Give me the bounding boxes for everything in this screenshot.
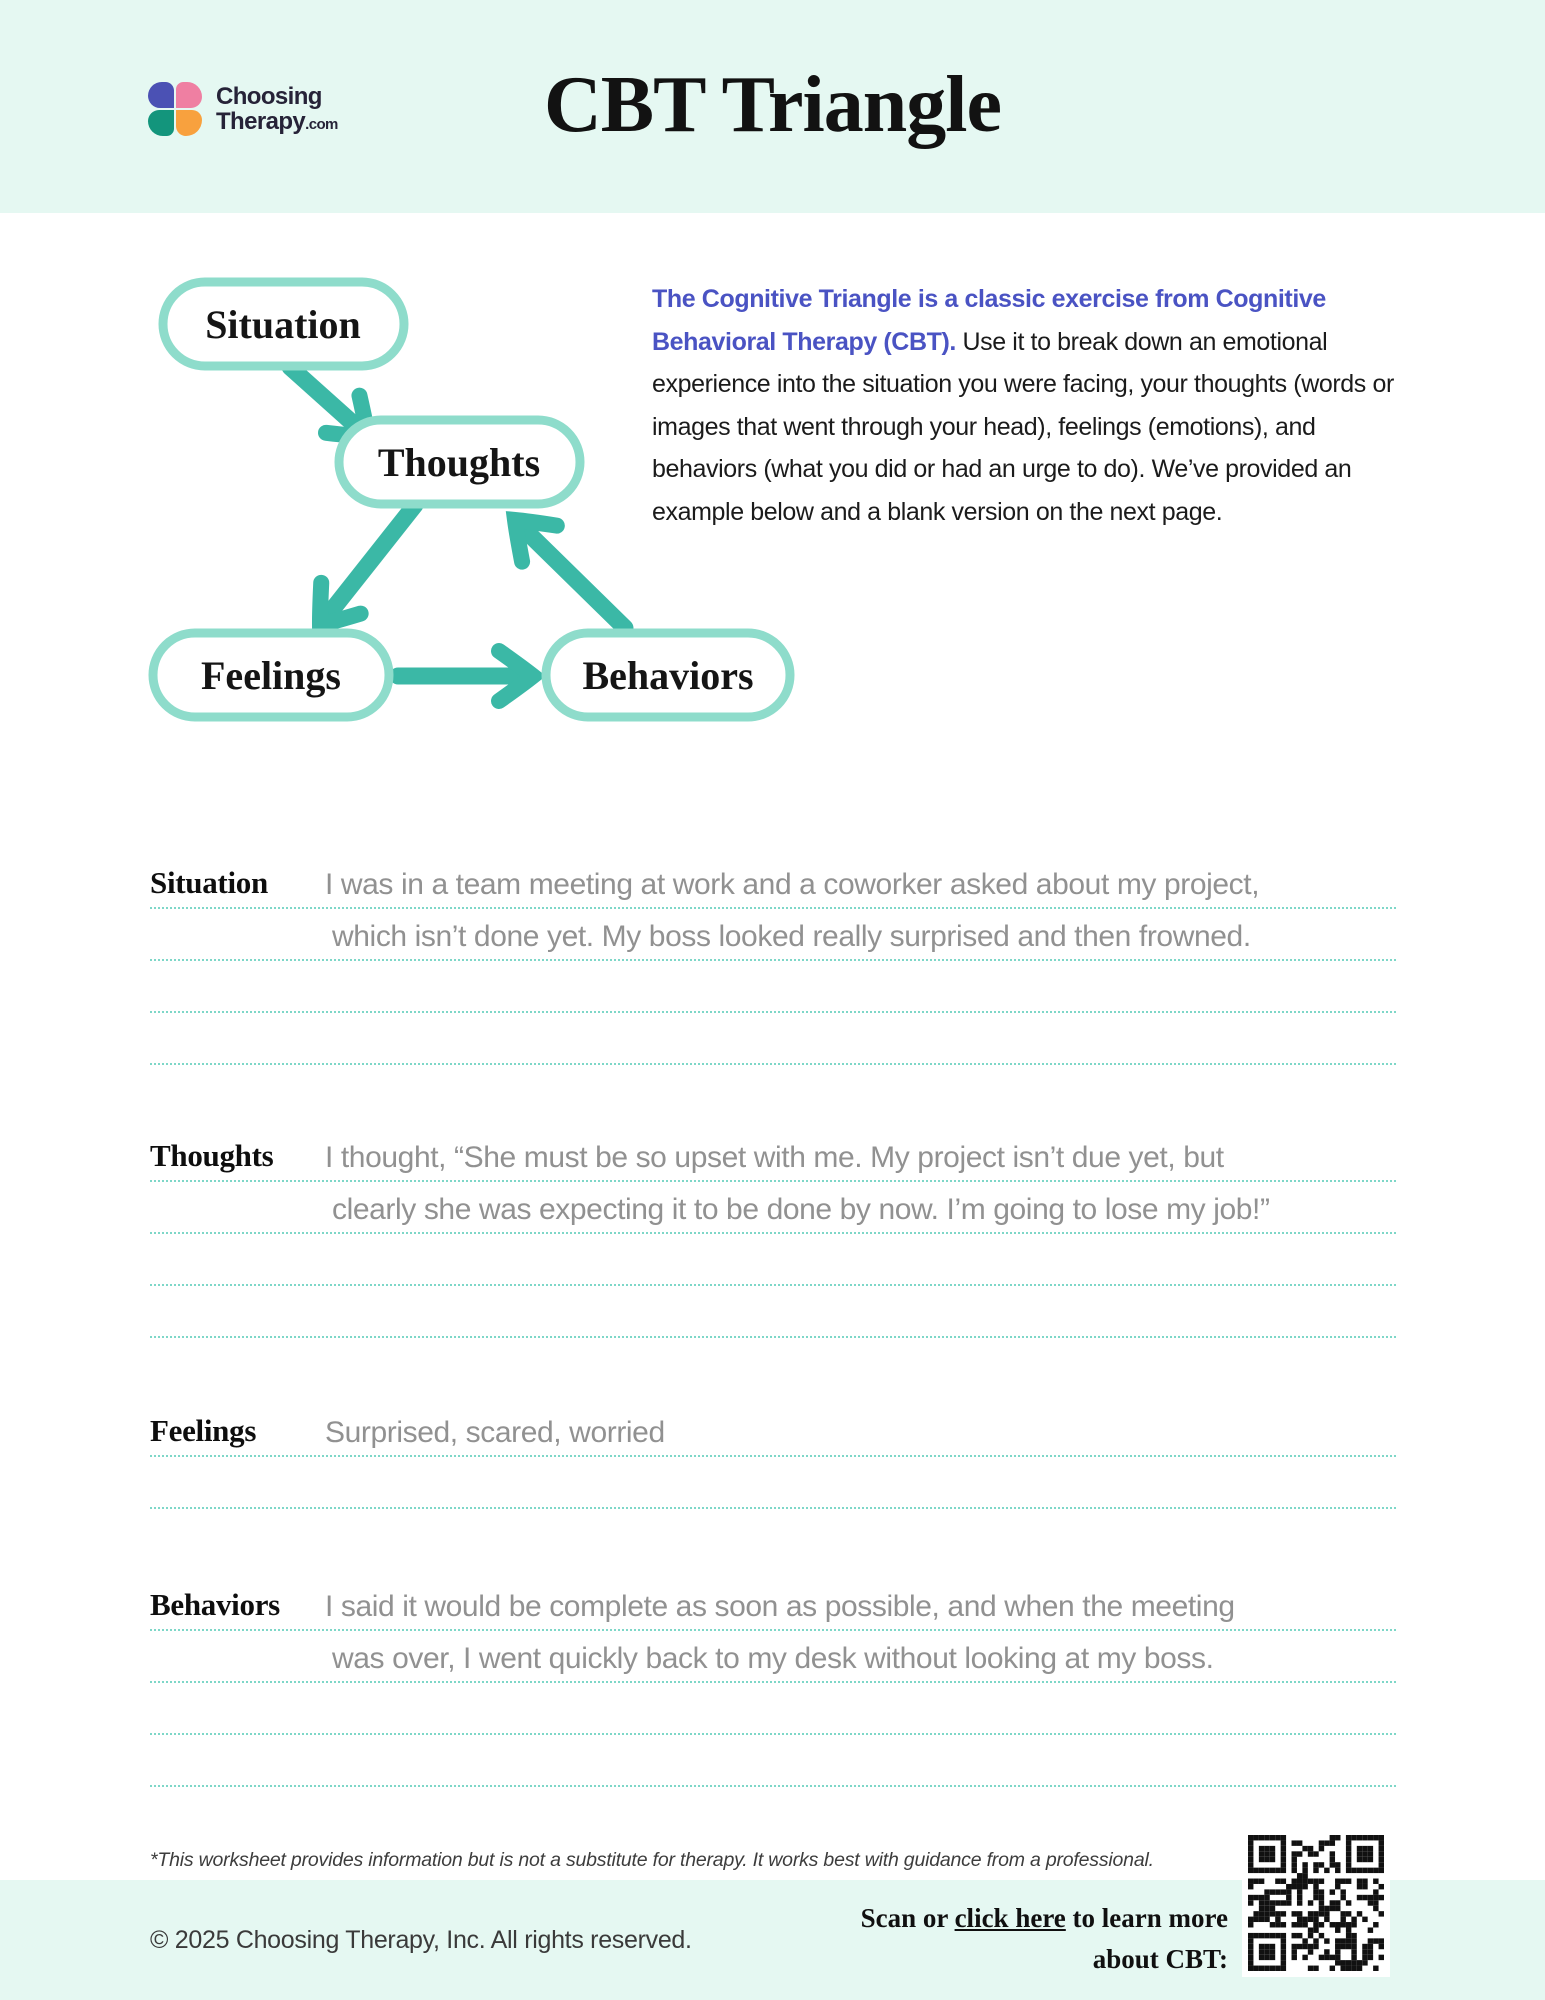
writing-line [150,1735,1396,1787]
section-behaviors [150,1579,1396,1787]
logo-line2: Therapy [216,108,306,135]
thoughts-example-line2: clearly she was expecting it to be done by now. I’m going to lose my job!” [332,1193,1270,1226]
logo-line1: Choosing [216,83,322,110]
writing-line [150,1182,1396,1234]
situation-node-label: Situation [205,302,361,347]
qr-code-image [1242,1829,1390,1977]
page-title: CBT Triangle [544,61,1001,149]
behaviors-example-line2: was over, I went quickly back to my desk without looking at my boss. [332,1642,1214,1675]
writing-line [150,1683,1396,1735]
arrow-behaviors-to-thoughts [498,502,625,628]
click-here-link[interactable]: click here [954,1903,1066,1933]
feelings-example-line1: Surprised, scared, worried [325,1416,665,1449]
intro-highlight: The Cognitive Triangle is a classic exercise from Cognitive Behavioral Therapy (CBT). [652,285,1326,356]
behaviors-example-line1: I said it would be complete as soon as possible, and when the meeting [325,1590,1235,1623]
situation-example-line1: I was in a team meeting at work and a coworker asked about my project, [325,868,1260,901]
behaviors-label: Behaviors [150,1587,280,1622]
situation-label: Situation [150,865,268,900]
arrow-thoughts-to-feelings [300,505,415,640]
situation-example-line2: which isn’t done yet. My boss looked really surprised and then frowned. [332,920,1251,953]
writing-line [150,1286,1396,1338]
writing-line [150,1579,1396,1631]
thoughts-label: Thoughts [150,1138,274,1173]
cta-line2: about CBT: [1092,1944,1228,1974]
copyright-text: © 2025 Choosing Therapy, Inc. All rights reserved. [150,1926,692,1954]
writing-line [150,1631,1396,1683]
section-feelings [150,1405,1396,1509]
scan-cta [861,1898,1228,1980]
logo-suffix: .com [305,116,338,133]
section-situation [150,857,1396,1065]
intro-body: Use it to break down an emotional experience into the situation you were facing, your thoughts (words or images that went through your head), feelings (emotions), and behaviors (what you did or had an urge to do). We’ve provided an example below and a blank version on the next page. [652,327,1394,526]
section-thoughts [150,1130,1396,1338]
intro-paragraph [652,278,1397,534]
writing-line [150,1405,1396,1457]
header-band [0,0,1545,213]
cta-post: to learn more [1065,1903,1228,1933]
feelings-node-label: Feelings [201,653,341,698]
writing-line [150,909,1396,961]
feelings-label: Feelings [150,1413,257,1448]
writing-line [150,857,1396,909]
disclaimer-text: *This worksheet provides information but is not a substitute for therapy. It works best with guidance from a professional. [150,1849,1154,1871]
qr-code [1242,1829,1390,1977]
writing-line [150,1457,1396,1509]
writing-line [150,1130,1396,1182]
writing-line [150,1234,1396,1286]
arrow-feelings-to-behaviors [398,651,533,701]
thoughts-example-line1: I thought, “She must be so upset with me. My project isn’t due yet, but [325,1141,1224,1174]
writing-line [150,1013,1396,1065]
cta-pre: Scan or [860,1903,955,1933]
behaviors-node-label: Behaviors [582,653,754,698]
writing-line [150,961,1396,1013]
thoughts-node-label: Thoughts [377,440,541,485]
